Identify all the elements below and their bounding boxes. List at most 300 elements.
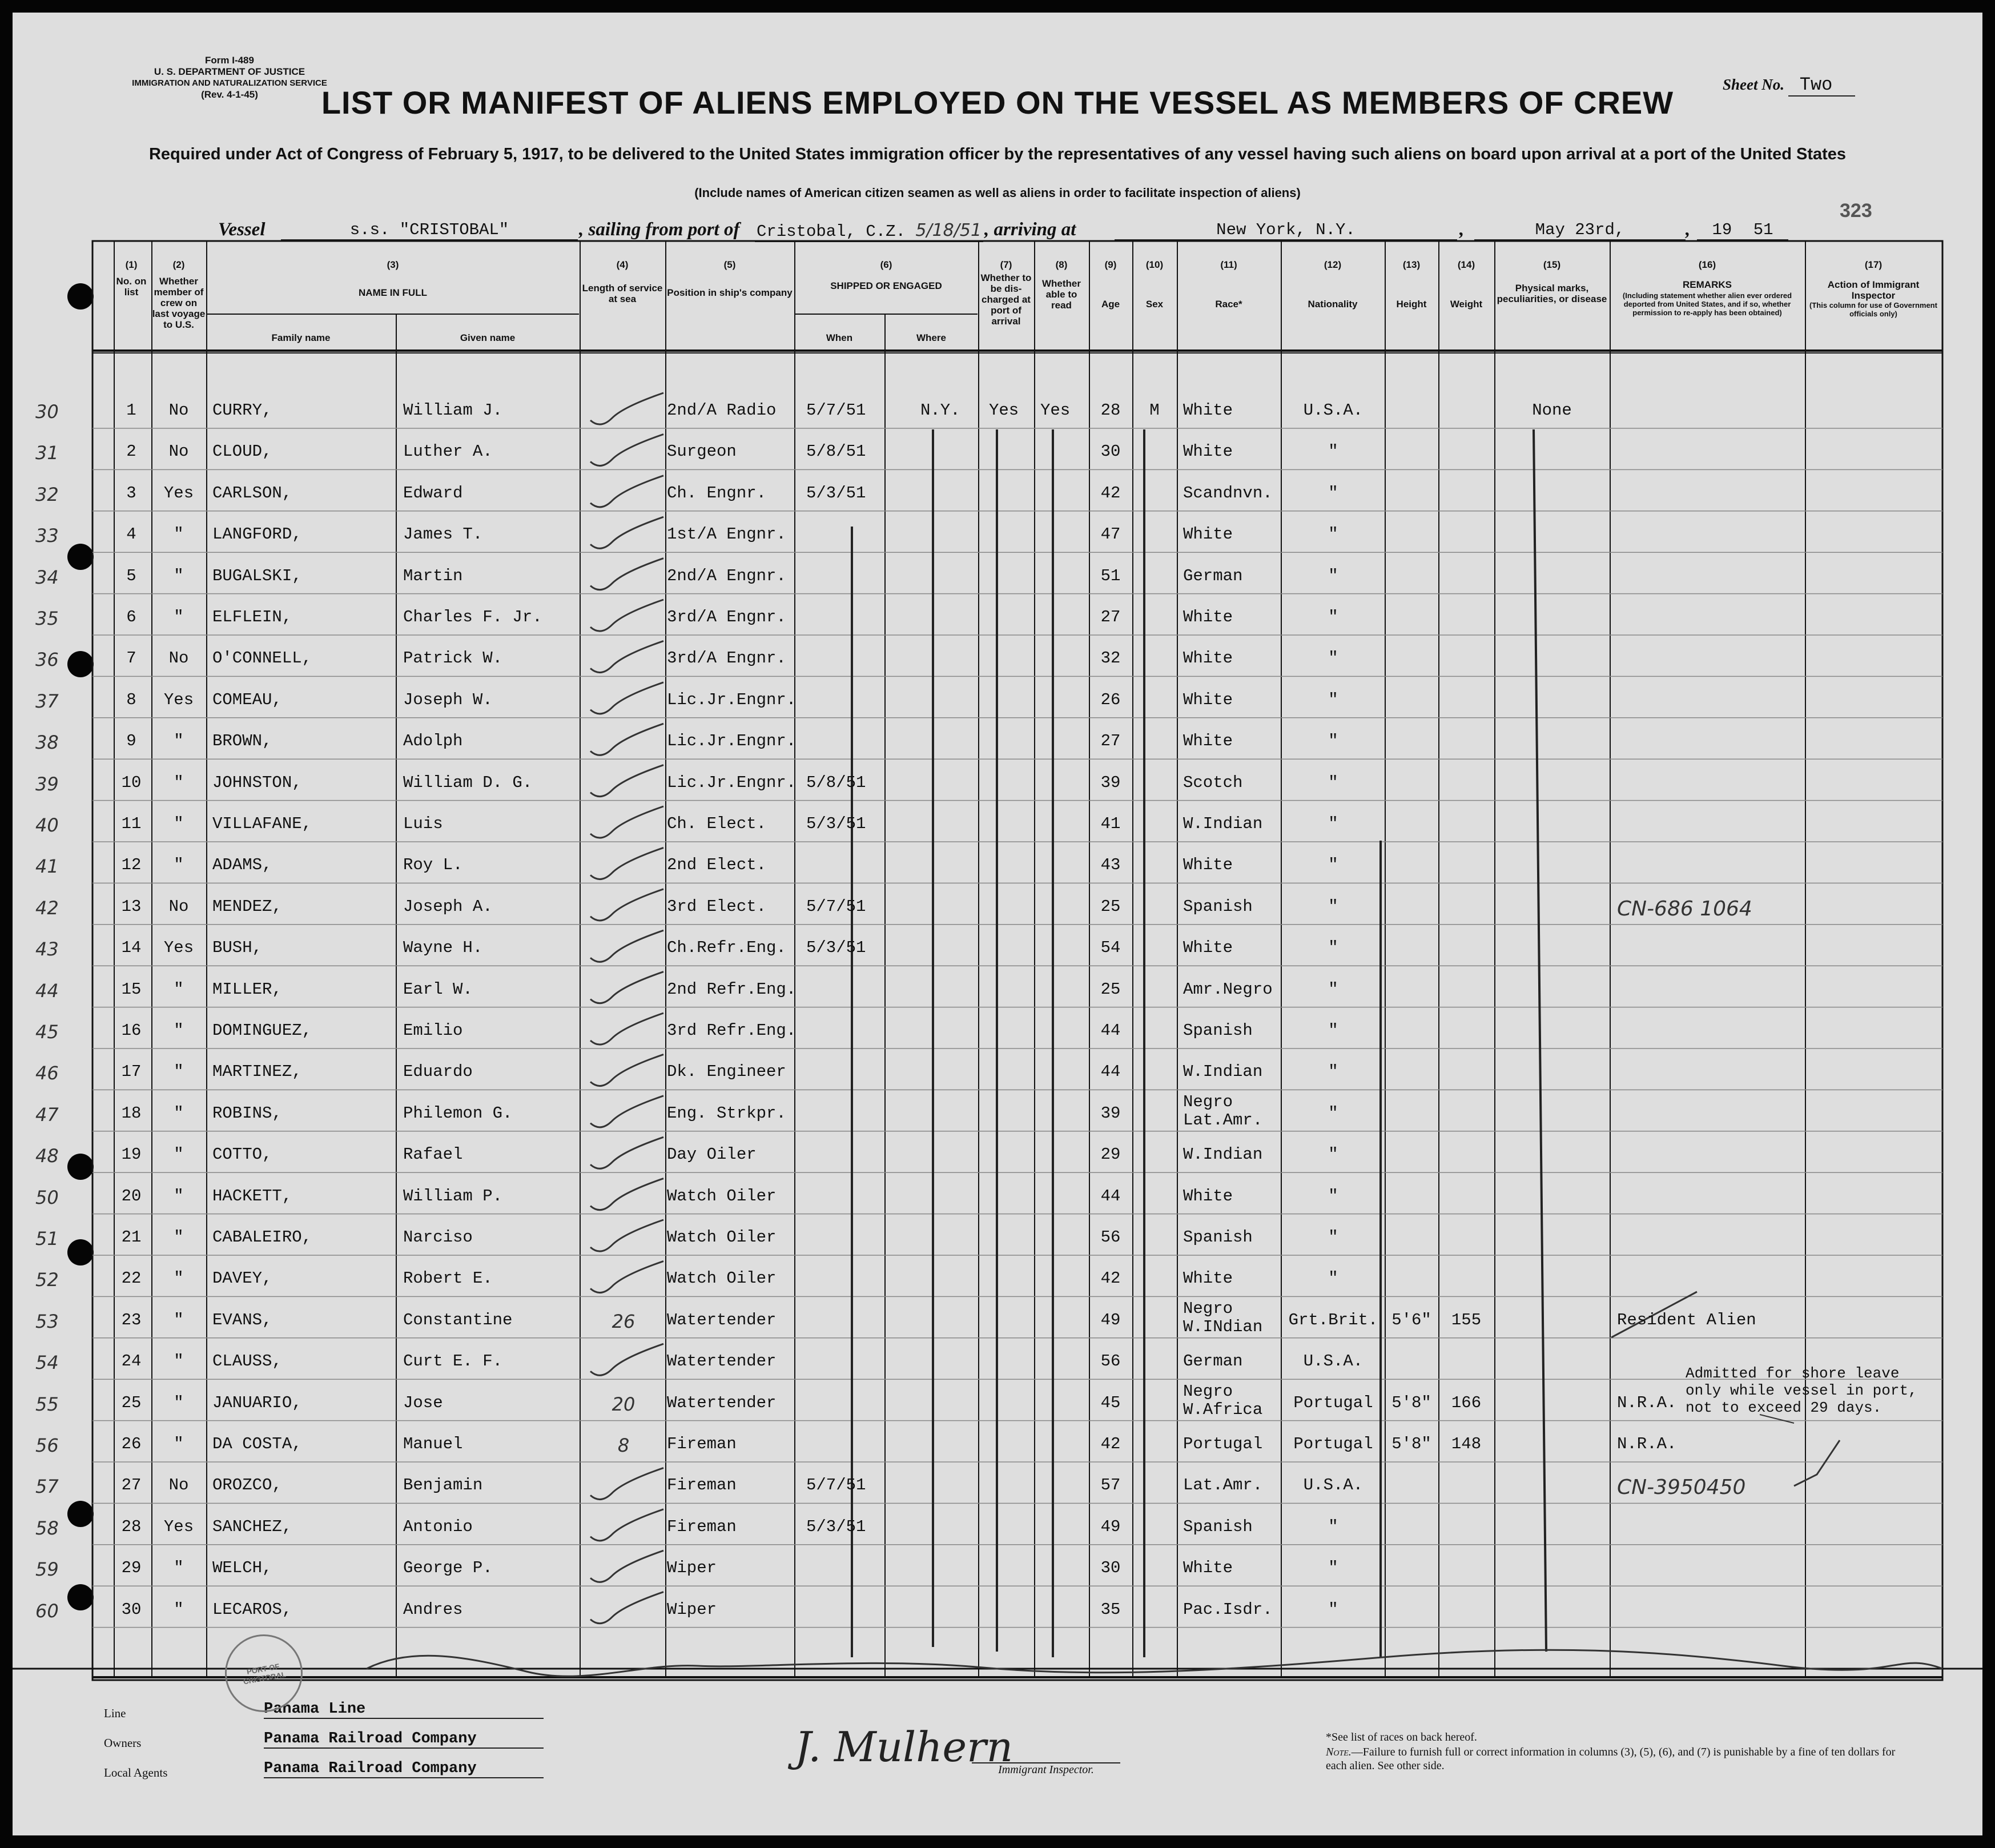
given-name: Curt E. F.	[403, 1352, 503, 1371]
given-name: Joseph A.	[403, 897, 493, 916]
given-name: Earl W.	[403, 979, 473, 999]
position: Ch.Refr.Eng.	[667, 938, 786, 958]
family-name: O'CONNELL,	[212, 649, 312, 668]
age: 39	[1100, 773, 1121, 792]
family-name: ADAMS,	[212, 855, 272, 875]
margin-number: 37	[35, 690, 59, 712]
check-mark	[590, 476, 663, 507]
family-name: CARLSON,	[212, 483, 292, 503]
check-mark	[590, 1344, 663, 1375]
race: Spanish	[1183, 1021, 1253, 1040]
age: 30	[1100, 1558, 1121, 1578]
member-last-voyage: "	[174, 814, 184, 833]
line-label: Line	[104, 1706, 126, 1720]
row-number: 2	[126, 442, 136, 461]
arriving-label: , arriving at	[984, 219, 1076, 240]
family-name: BROWN,	[212, 732, 272, 751]
member-last-voyage: "	[174, 855, 184, 875]
margin-number: 45	[35, 1021, 59, 1043]
check-mark	[590, 1592, 663, 1624]
race-line-2: W.Africa	[1183, 1400, 1263, 1419]
given-name: William D. G.	[403, 773, 533, 792]
member-last-voyage: "	[174, 1062, 184, 1082]
member-last-voyage: "	[174, 773, 184, 792]
nationality: "	[1328, 1062, 1338, 1082]
nationality: U.S.A.	[1303, 1352, 1363, 1371]
given-name-header: Given name	[460, 332, 516, 343]
race: W.Indian	[1183, 814, 1263, 833]
given-name: Patrick W.	[403, 649, 503, 668]
age: 25	[1100, 897, 1121, 916]
remarks: N.R.A.	[1617, 1393, 1677, 1412]
position: 3rd Refr.Eng.	[667, 1021, 797, 1040]
col-17-header	[1805, 259, 1941, 318]
member-last-voyage: "	[174, 608, 184, 626]
check-mark	[590, 641, 663, 672]
member-last-voyage: "	[174, 1228, 184, 1247]
member-last-voyage: "	[174, 1435, 184, 1453]
margin-number: 30	[35, 401, 59, 423]
nationality: U.S.A.	[1303, 1476, 1363, 1495]
position: Lic.Jr.Engnr.	[667, 773, 797, 792]
family-name: LECAROS,	[212, 1600, 292, 1619]
shipped-when: 5/3/51	[806, 938, 866, 958]
vessel-label: Vessel	[218, 219, 266, 240]
member-last-voyage: No	[168, 897, 189, 916]
margin-number: 39	[35, 773, 59, 795]
when-header: When	[826, 332, 853, 343]
race: Lat.Amr.	[1183, 1476, 1263, 1495]
position: Watertender	[667, 1393, 777, 1412]
check-mark	[590, 1013, 663, 1044]
row-number: 10	[121, 773, 142, 792]
service: IMMIGRATION AND NATURALIZATION SERVICE	[132, 78, 327, 88]
margin-number: 31	[35, 442, 59, 464]
nationality: "	[1328, 1145, 1338, 1164]
given-name: James T.	[403, 525, 483, 544]
position: 2nd/A Engnr.	[667, 566, 786, 585]
position: Watch Oiler	[667, 1269, 777, 1288]
given-name: William J.	[403, 401, 503, 420]
margin-number: 40	[35, 814, 59, 836]
position: Watertender	[667, 1352, 777, 1371]
row-number: 18	[121, 1103, 142, 1123]
age: 49	[1100, 1517, 1121, 1536]
family-name: OROZCO,	[212, 1476, 282, 1495]
col-3-header	[207, 259, 579, 298]
check-mark	[590, 724, 663, 755]
family-name: CLOUD,	[212, 442, 272, 461]
length-service: 8	[617, 1435, 630, 1456]
row-number: 14	[121, 938, 142, 958]
col-num: (4)	[616, 259, 629, 270]
shipped-when: 5/3/51	[806, 814, 866, 833]
col-num: (14)	[1457, 259, 1475, 270]
remarks: N.R.A.	[1617, 1435, 1677, 1453]
family-name: BUGALSKI,	[212, 566, 302, 585]
races-note: *See list of races on back hereof.	[1326, 1731, 1477, 1743]
position: Watch Oiler	[667, 1228, 777, 1247]
row-number: 20	[121, 1186, 142, 1206]
race: White	[1183, 649, 1233, 668]
member-last-voyage: Yes	[163, 1517, 194, 1536]
race: Scotch	[1183, 773, 1243, 792]
col-note: (Including statement whether alien ever ordered deported from United States, and if so, whether permission to re-apply has been obtained)	[1622, 291, 1792, 317]
margin-number: 51	[35, 1228, 59, 1250]
member-last-voyage: "	[174, 1021, 184, 1040]
nationality: "	[1328, 566, 1338, 585]
row-number: 17	[121, 1062, 142, 1082]
row-number: 6	[126, 608, 136, 626]
check-mark	[590, 1550, 663, 1582]
given-name: Robert E.	[403, 1269, 493, 1288]
col-num: (5)	[723, 259, 736, 270]
nationality: "	[1328, 855, 1338, 875]
age: 35	[1100, 1600, 1121, 1619]
age: 44	[1100, 1021, 1121, 1040]
position: Lic.Jr.Engnr.	[667, 690, 797, 709]
col-label: Physical marks, peculiarities, or disease	[1497, 283, 1607, 304]
where-header: Where	[916, 332, 946, 343]
race: White	[1183, 525, 1233, 544]
col-label: Age	[1101, 299, 1120, 310]
arrival-date: May 23rd,	[1474, 220, 1686, 240]
position: 3rd/A Engnr.	[667, 608, 786, 626]
race: White	[1183, 1186, 1233, 1206]
check-mark	[590, 1220, 663, 1251]
owners-value: Panama Railroad Company	[264, 1730, 544, 1749]
nationality: "	[1328, 814, 1338, 833]
race: Spanish	[1183, 897, 1253, 916]
age: 30	[1100, 442, 1121, 461]
race-line-2: W.INdian	[1183, 1317, 1263, 1336]
weight: 155	[1451, 1310, 1482, 1329]
height: 5'6"	[1391, 1310, 1431, 1329]
col-label: Race*	[1215, 299, 1242, 310]
nationality: "	[1328, 1186, 1338, 1206]
check-mark	[590, 1054, 663, 1086]
length-service: 20	[612, 1393, 635, 1415]
remarks: CN-686 1064	[1617, 897, 1752, 921]
col-num: (6)	[880, 259, 892, 270]
margin-number: 59	[35, 1558, 59, 1581]
remarks-note: Admitted for shore leave only while vessel in port, not to exceed 29 days.	[1686, 1364, 1917, 1416]
inspector-signature: J. Mulhern	[795, 1723, 1013, 1771]
family-name: SANCHEZ,	[212, 1517, 292, 1536]
nationality: "	[1328, 483, 1338, 503]
member-last-voyage: Yes	[163, 938, 194, 958]
able-to-read: Yes	[1040, 401, 1071, 420]
shipped-where: N.Y.	[920, 401, 960, 420]
age: 29	[1100, 1145, 1121, 1164]
col-label: Whether member of crew on last voyage to U.S.	[152, 276, 206, 330]
note-text: —Failure to furnish full or correct information in columns (3), (5), (6), and (7) is punishable by a fine of ten dollars for each alien. See other side.	[1326, 1746, 1896, 1772]
nationality: "	[1328, 1600, 1338, 1619]
race: White	[1183, 401, 1233, 420]
age: 51	[1100, 566, 1121, 585]
shipped-when: 5/7/51	[806, 897, 866, 916]
race: Pac.Isdr.	[1183, 1600, 1273, 1619]
position: Surgeon	[667, 442, 737, 461]
margin-number: 34	[35, 566, 59, 588]
age: 47	[1100, 525, 1121, 544]
margin-number: 56	[35, 1435, 59, 1456]
race: White	[1183, 442, 1233, 461]
physical-marks: None	[1532, 401, 1572, 420]
sheet-value: Two	[1788, 74, 1856, 97]
position: Wiper	[667, 1600, 717, 1619]
age: 28	[1100, 401, 1121, 420]
member-last-voyage: "	[174, 1145, 184, 1164]
member-last-voyage: "	[174, 1186, 184, 1206]
nationality: "	[1328, 773, 1338, 792]
race: White	[1183, 938, 1233, 958]
check-mark	[590, 1509, 663, 1541]
family-name: MARTINEZ,	[212, 1062, 302, 1082]
check-mark	[590, 517, 663, 548]
age: 26	[1100, 690, 1121, 709]
check-mark	[590, 806, 663, 838]
penalty-note	[1326, 1745, 1908, 1773]
given-name: Luis	[403, 814, 443, 833]
margin-number: 48	[35, 1145, 59, 1167]
weight: 166	[1451, 1393, 1482, 1412]
col-8-header	[1035, 259, 1088, 311]
row-number: 19	[121, 1145, 142, 1164]
age: 27	[1100, 608, 1121, 626]
col-label: REMARKS	[1683, 279, 1732, 290]
height: 5'8"	[1391, 1393, 1431, 1412]
col-label: Height	[1396, 299, 1427, 310]
family-name-header: Family name	[271, 332, 331, 343]
position: Ch. Engnr.	[667, 483, 767, 503]
nationality: U.S.A.	[1303, 401, 1363, 420]
member-last-voyage: "	[174, 1558, 184, 1578]
nationality: "	[1328, 1021, 1338, 1040]
family-name: COTTO,	[212, 1145, 272, 1164]
given-name: Benjamin	[403, 1476, 483, 1495]
margin-number: 54	[35, 1352, 59, 1374]
member-last-voyage: "	[174, 1269, 184, 1288]
check-mark	[590, 682, 663, 714]
remarks: Resident Alien	[1617, 1310, 1756, 1329]
position: 2nd Refr.Eng.	[667, 979, 797, 999]
race: White	[1183, 732, 1233, 751]
position: Lic.Jr.Engnr.	[667, 732, 797, 751]
given-name: Constantine	[403, 1310, 513, 1329]
nationality: Portugal	[1293, 1393, 1373, 1412]
discharged: Yes	[989, 401, 1019, 420]
race: Portugal	[1183, 1435, 1263, 1453]
margin-number: 60	[35, 1600, 59, 1622]
age: 32	[1100, 649, 1121, 668]
row-number: 3	[126, 483, 136, 503]
family-name: CABALEIRO,	[212, 1228, 312, 1247]
position: Eng. Strkpr.	[667, 1103, 786, 1123]
margin-number: 44	[35, 979, 59, 1002]
nationality: "	[1328, 608, 1338, 626]
family-name: EVANS,	[212, 1310, 272, 1329]
col-7-header	[979, 259, 1033, 327]
col-note: (This column for use of Government officials only)	[1809, 301, 1937, 318]
form-number: Form I-489	[205, 55, 254, 66]
race: White	[1183, 1558, 1233, 1578]
length-service: 26	[612, 1310, 635, 1332]
race: W.Indian	[1183, 1145, 1263, 1164]
given-name: Rafael	[403, 1145, 463, 1164]
age: 45	[1100, 1393, 1121, 1412]
row-number: 4	[126, 525, 136, 544]
check-mark	[590, 393, 663, 424]
family-name: DOMINGUEZ,	[212, 1021, 312, 1040]
race: White	[1183, 1269, 1233, 1288]
col-4-header	[580, 259, 665, 304]
family-name: VILLAFANE,	[212, 814, 312, 833]
col-label: Position in ship's company	[667, 287, 793, 298]
col-num: (3)	[387, 259, 399, 270]
shipped-when: 5/7/51	[806, 401, 866, 420]
position: 1st/A Engnr.	[667, 525, 786, 544]
nationality: "	[1328, 1269, 1338, 1288]
margin-number: 52	[35, 1269, 59, 1291]
position: Ch. Elect.	[667, 814, 767, 833]
margin-number: 57	[35, 1476, 59, 1498]
stamp-number: 323	[1840, 200, 1872, 222]
col-label: Length of service at sea	[582, 283, 663, 304]
check-mark	[590, 765, 663, 797]
owners-label: Owners	[104, 1736, 142, 1750]
col-num: (9)	[1104, 259, 1117, 270]
year-prefix: 19	[1712, 220, 1732, 239]
margin-number: 33	[35, 525, 59, 547]
race-line-2: Lat.Amr.	[1183, 1110, 1263, 1130]
given-name: Luther A.	[403, 442, 493, 461]
col-5-header	[666, 259, 794, 298]
row-number: 11	[121, 814, 142, 833]
given-name: George P.	[403, 1558, 493, 1578]
col-label: No. on list	[116, 276, 147, 298]
weight: 148	[1451, 1435, 1482, 1453]
given-name: Charles F. Jr.	[403, 608, 542, 626]
nationality: "	[1328, 525, 1338, 544]
family-name: ELFLEIN,	[212, 608, 292, 626]
given-name: Narciso	[403, 1228, 473, 1247]
age: 43	[1100, 855, 1121, 875]
family-name: HACKETT,	[212, 1186, 292, 1206]
check-mark	[590, 1137, 663, 1168]
margin-number: 35	[35, 608, 59, 629]
row-number: 21	[121, 1228, 142, 1247]
row-number: 23	[121, 1310, 142, 1329]
row-number: 9	[126, 732, 136, 751]
race: White	[1183, 608, 1233, 626]
note-label: Note.	[1326, 1746, 1352, 1758]
check-mark	[590, 1468, 663, 1499]
check-mark	[590, 1096, 663, 1127]
family-name: MILLER,	[212, 979, 282, 999]
family-name: JOHNSTON,	[212, 773, 302, 792]
check-mark	[590, 930, 663, 962]
family-name: DA COSTA,	[212, 1435, 302, 1453]
member-last-voyage: "	[174, 1352, 184, 1371]
family-name: COMEAU,	[212, 690, 282, 709]
position: 2nd/A Radio	[667, 401, 777, 420]
family-name: CURRY,	[212, 401, 272, 420]
member-last-voyage: No	[168, 649, 189, 668]
family-name: DAVEY,	[212, 1269, 272, 1288]
family-name: LANGFORD,	[212, 525, 302, 544]
member-last-voyage: Yes	[163, 483, 194, 503]
age: 27	[1100, 732, 1121, 751]
inspector-label: Immigrant Inspector.	[972, 1762, 1120, 1777]
margin-number: 50	[35, 1186, 59, 1208]
race: Scandnvn.	[1183, 483, 1273, 503]
member-last-voyage: "	[174, 732, 184, 751]
port-to: New York, N.Y.	[1115, 220, 1457, 240]
seal-text: PORT OF CRISTOBAL	[242, 1662, 287, 1686]
position: 3rd/A Engnr.	[667, 649, 786, 668]
given-name: Wayne H.	[403, 938, 483, 958]
position: Dk. Engineer	[667, 1062, 786, 1082]
age: 42	[1100, 483, 1121, 503]
nationality: "	[1328, 938, 1338, 958]
position: Watertender	[667, 1310, 777, 1329]
department: U. S. DEPARTMENT OF JUSTICE	[154, 66, 305, 77]
nationality: "	[1328, 1558, 1338, 1578]
col-9-header	[1089, 259, 1132, 310]
shipped-when: 5/7/51	[806, 1476, 866, 1495]
col-num: (15)	[1543, 259, 1561, 270]
margin-number: 32	[35, 483, 59, 505]
position: Fireman	[667, 1476, 737, 1495]
given-name: Martin	[403, 566, 463, 585]
race: W.Indian	[1183, 1062, 1263, 1082]
col-label: Action of Immigrant Inspector	[1827, 279, 1920, 301]
position: Day Oiler	[667, 1145, 757, 1164]
race: White	[1183, 855, 1233, 875]
check-mark	[590, 559, 663, 590]
margin-number: 43	[35, 938, 59, 961]
given-name: Eduardo	[403, 1062, 473, 1082]
row-number: 25	[121, 1393, 142, 1412]
row-number: 30	[121, 1600, 142, 1619]
row-number: 29	[121, 1558, 142, 1578]
position: Wiper	[667, 1558, 717, 1578]
age: 39	[1100, 1103, 1121, 1123]
col-num: (11)	[1220, 259, 1237, 270]
position: Fireman	[667, 1517, 737, 1536]
check-mark	[590, 1261, 663, 1292]
col-label: Whether able to read	[1042, 278, 1081, 311]
manifest-sheet: Form I-489 U. S. DEPARTMENT OF JUSTICE IMMIGRATION AND NATURALIZATION SERVICE (Rev. 4-1-45) Sheet No. Two LIST OR MANIFEST OF ALIENS EMPLOYED ON THE VESSEL AS MEMBERS OF CREW Required under Act of Congress of February 5, 1917, to be delivered to the United States immigration officer by the representatives of any vessel having such aliens on board upon arrival at a port of the United States (Include names of American citizen seamen as well as aliens in order to facilitate inspection of aliens) 323 Vessel s.s. "CRISTOBAL" , sailing from port of Cristobal, C.Z. 5/18/51 , arriving at New York, N.Y. , May 23rd, , 19 51 (1) No. on list (2) Whether member of crew on last voyage to U.S. (3) NAME IN FULL Family name Given name (4) Length of service at sea (5) Position in ship's company (6) SHIPPED OR ENGAGED When Where (7) Whether to be dis-charged at port of arrival (8) Whether able to read (9) Age (10) Sex (11) Race* (12) Nationality (13) Height (14) Weight (15) Physical marks, peculiarities, or disease (16) REMARKS (Including statement whether alien ever ordered deported from United States, and if so, whether permission to re-apply has been obtained) (17) Action of Immigrant Inspector (This column for use of Government officials only) 30 1 No CURRY, William J. 2nd/A Radio 5/7/51 N.Y. Yes Yes 28 M White U.S.A. None 31 2 No CLOUD, Luther A. Surgeon 5/8/51 30 White " 32 3 Yes CARLSON, Edward Ch. Engnr. 5/3/51 42 Scandnvn. " 33 4 " LANGFORD, James T. 1st/A Engnr. 47 White " 34 5 " BUGALSKI, Martin 2nd/A Engnr. 51 German " 35 6 " ELFLEIN, Charles F. Jr. 3rd/A Engnr. 27 White " 36 7 No O'CONNELL, Patrick W. 3rd/A Engnr. 32 White " 37 8 Yes COMEAU, Joseph W. Lic.Jr.Engnr. 26 White " 38 9 " BROWN, Adolph Lic.Jr.Engnr. 27 White " 39 10 " JOHNSTON, William D. G. Lic.Jr.Engnr. 5/8/51 39 Scotch " 40 11 " VILLAFANE, Luis Ch. Elect. 5/3/51 41 W.Indian " 41 12 " ADAMS, Roy L. 2nd Elect. 43 White " 42 13 No MENDEZ, Joseph A. 3rd Elect. 5/7/51 25 Spanish " CN-686 1064 43 14 Yes BUSH, Wayne H. Ch.Refr.Eng. 5/3/51 54 White " 44 15 " MILLER, Earl W. 2nd Refr.Eng. 25 Amr.Negro " 45 16 " DOMINGUEZ, Emilio 3rd Refr.Eng. 44 Spanish " 46 17 " MARTINEZ, Eduardo Dk. Engineer 44 W.Indian " 47 18 " ROBINS, Philemon G. Eng. Strkpr. 39 Negro " Lat.Amr. 48 19 " COTTO, Rafael Day Oiler 29 W.Indian " 50 20 " HACKETT, William P. Watch Oiler 44 White " 51 21 " CABALEIRO, Narciso Watch Oiler 56 Spanish " 52 22 " DAVEY, Robert E. Watch Oiler 42 White " 53 23 " EVANS, Constantine 26 Watertender 49 Negro Grt.Brit. 5'6" 155 Resident Alien W.INdian 54 24 " CLAUSS, Curt E. F. Watertender 56 German U.S.A. 55 25 " JANUARIO, Jose 20 Watertender 45 Negro Portugal 5'8" 166 N.R.A. W.Africa Admitted for shore leave only while vessel in port, not to exceed 29 days. 56 26 " DA COSTA, Manuel 8 Fireman 42 Portugal Portugal 5'8" 148 N.R.A. 57 27 No OROZCO, Benjamin Fireman 5/7/51 57 Lat.Amr. U.S.A. CN-3950450 58 28 Yes SANCHEZ, Antonio Fireman 5/3/51 49 Spanish " 59 29 " WELCH, George P. Wiper 30 White " 60 30 " LECAROS, Andres Wiper 35 Pac.Isdr. " Line Panama Line Owners Panama Railroad Company Local Agents Panama Railroad Company J. Mulhern Immigrant Inspector. *See list of races on back hereof. Note.—Failure to furnish full or correct information in columns (3), (5), (6), and (7) is punishable by a fine of ten dollars for each alien. See other side. PORT OF CRISTOBAL	[13, 13, 1982, 1835]
given-name: Manuel	[403, 1435, 463, 1453]
given-name: Adolph	[403, 732, 463, 751]
family-name: CLAUSS,	[212, 1352, 282, 1371]
shipped-when: 5/3/51	[806, 1517, 866, 1536]
row-number: 12	[121, 855, 142, 875]
age: 57	[1100, 1476, 1121, 1495]
family-name: WELCH,	[212, 1558, 272, 1578]
col-12-header	[1281, 259, 1384, 310]
family-name: BUSH,	[212, 938, 263, 958]
col-13-header	[1385, 259, 1438, 310]
age: 44	[1100, 1062, 1121, 1082]
nationality: "	[1328, 1517, 1338, 1536]
member-last-voyage: "	[174, 1103, 184, 1123]
position: Watch Oiler	[667, 1186, 777, 1206]
row-number: 13	[121, 897, 142, 916]
nationality: Portugal	[1293, 1435, 1373, 1453]
